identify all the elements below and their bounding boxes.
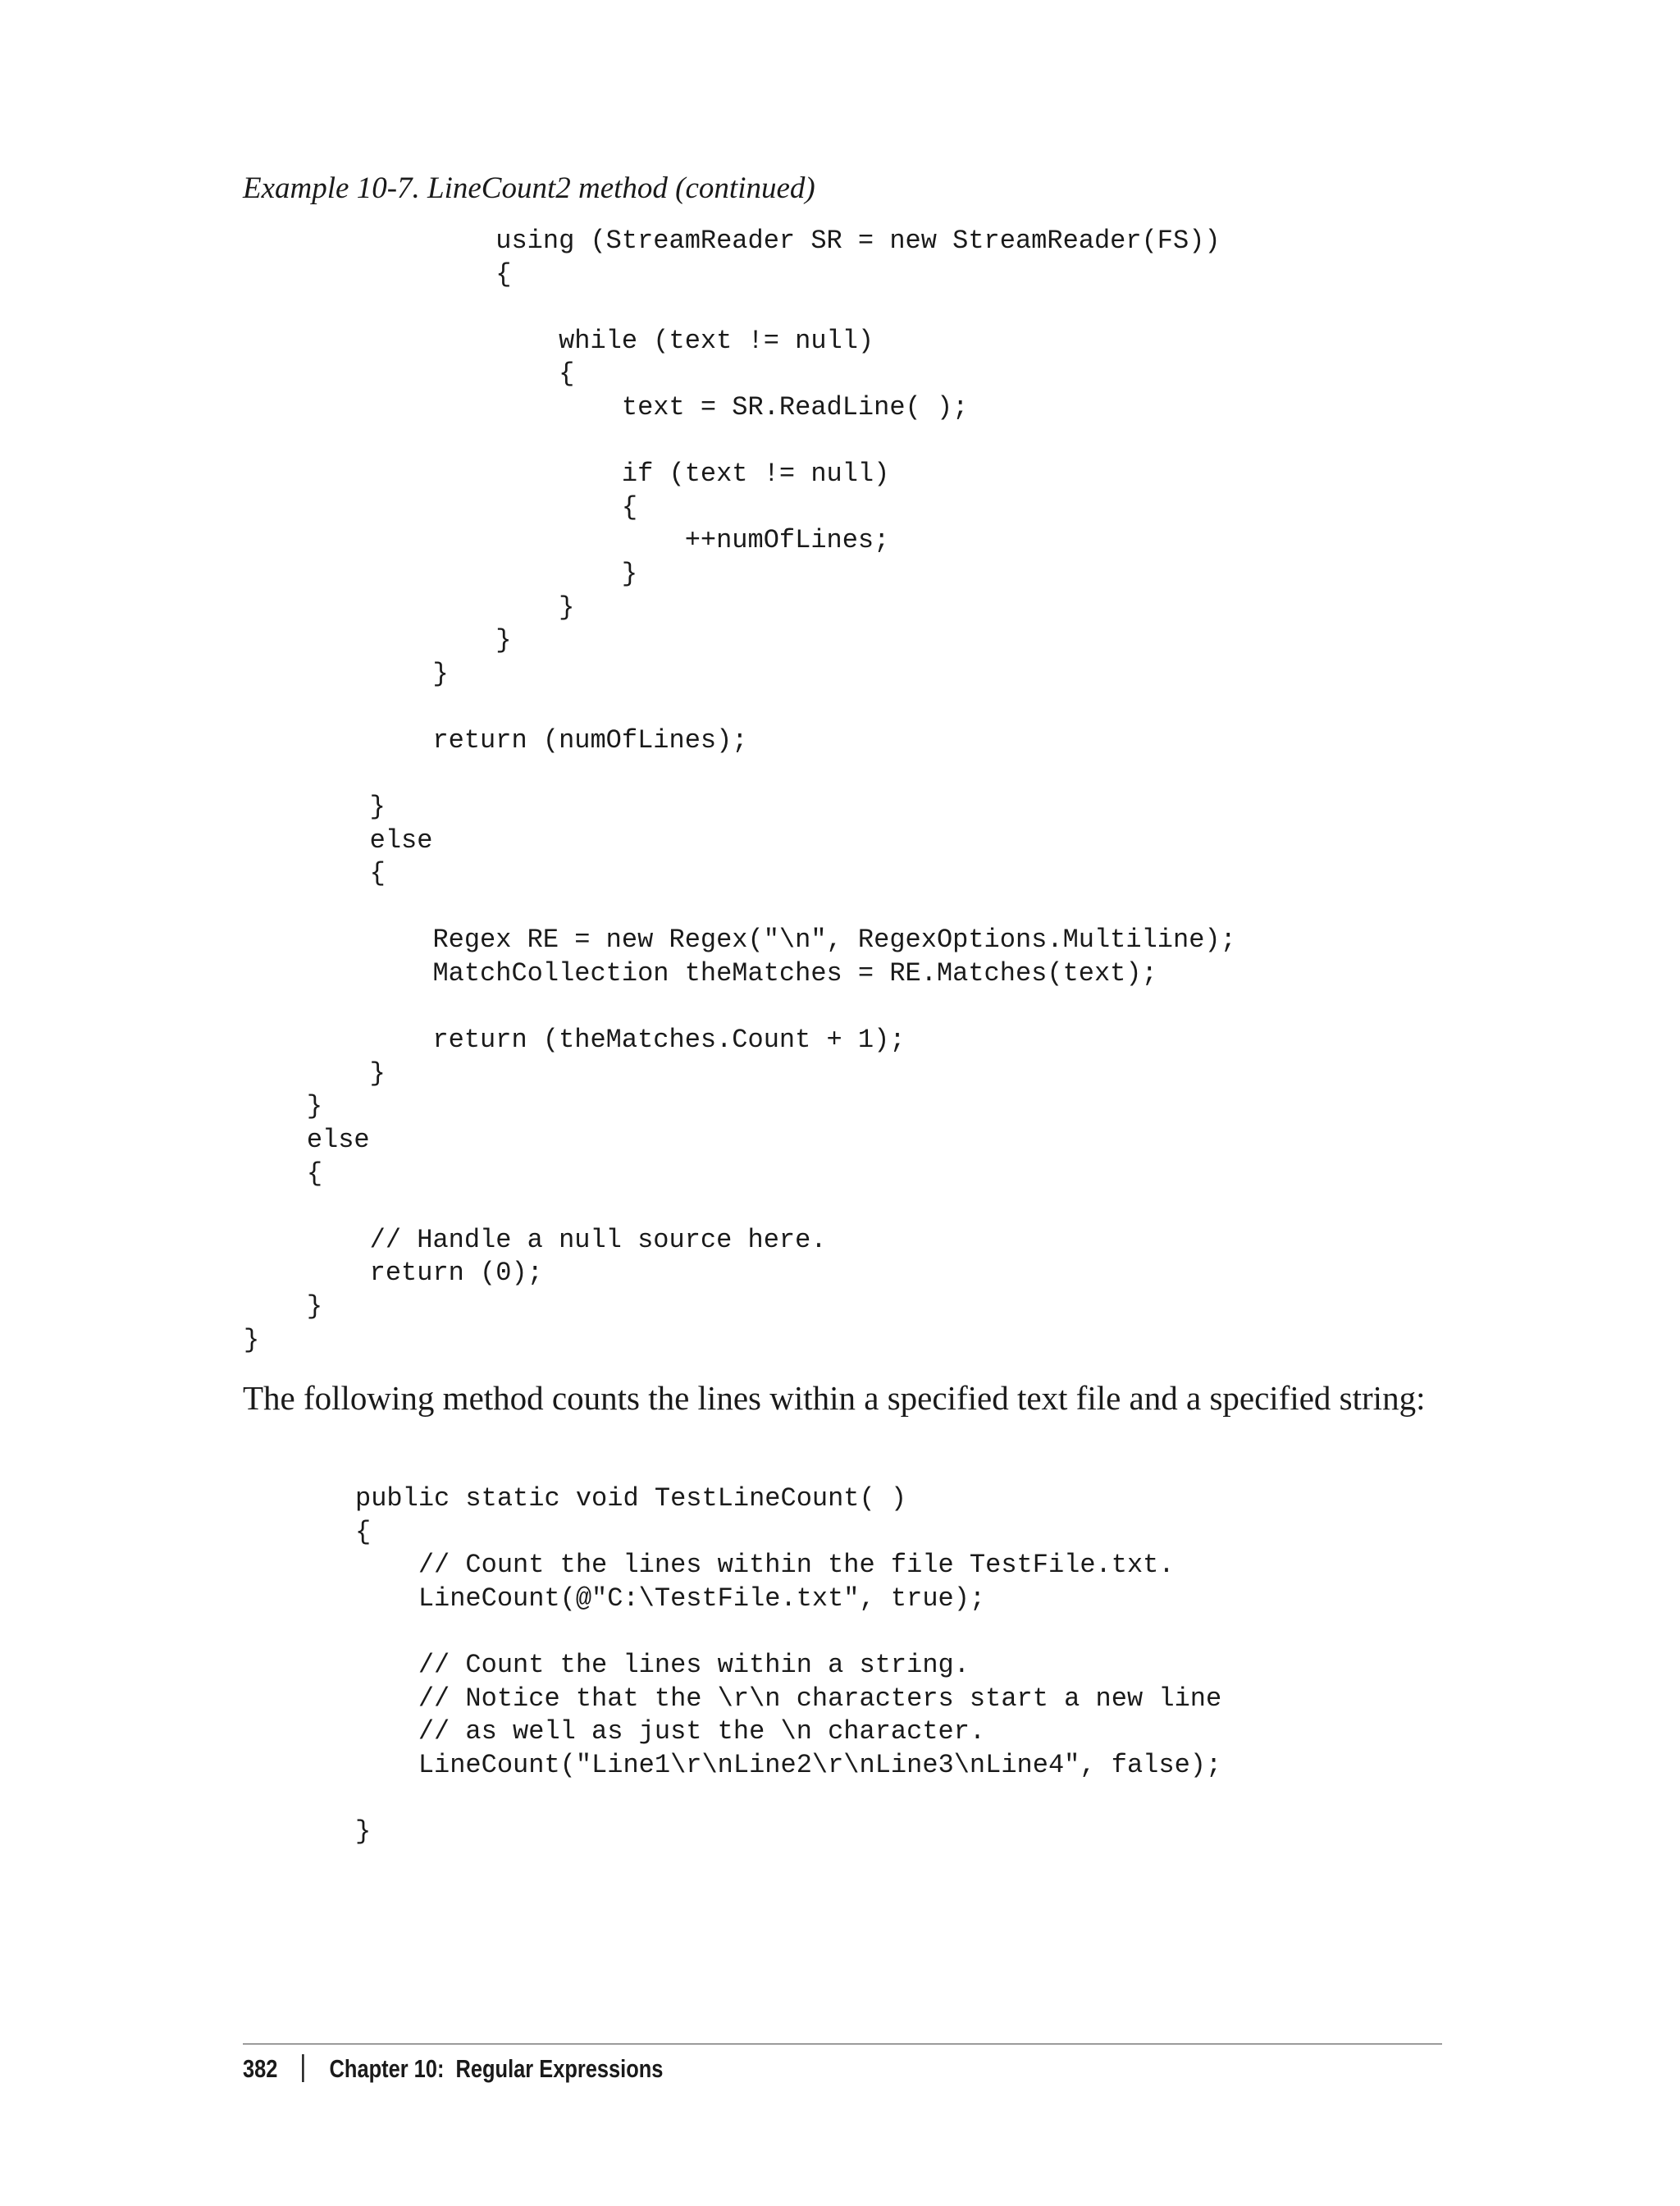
code-line: // Count the lines within a string. <box>355 1649 970 1680</box>
code-line: } <box>244 658 449 689</box>
body-paragraph: The following method counts the lines within a specified text file and a specified string: <box>243 1379 1426 1417</box>
code-line: } <box>244 625 512 656</box>
code-line: text = SR.ReadLine( ); <box>244 391 969 422</box>
code-line <box>244 291 1236 325</box>
code-line <box>355 1615 1221 1649</box>
code-line: } <box>244 792 386 823</box>
code-line <box>355 1782 1221 1815</box>
code-line: MatchCollection theMatches = RE.Matches(text); <box>244 958 1157 989</box>
code-line: // Count the lines within the file TestFile.txt. <box>355 1550 1175 1581</box>
code-line: } <box>244 1057 386 1089</box>
code-line <box>244 758 1236 792</box>
code-line <box>244 691 1236 724</box>
code-line: ++numOfLines; <box>244 525 890 556</box>
code-line: using (StreamReader SR = new StreamReader(FS)) <box>244 226 1221 256</box>
code-line: while (text != null) <box>244 325 874 356</box>
code-line: { <box>355 1516 372 1547</box>
page-footer <box>243 2051 663 2087</box>
code-line: { <box>244 491 638 523</box>
code-line: LineCount(@"C:\TestFile.txt", true); <box>355 1583 986 1614</box>
code-line: return (0); <box>244 1258 543 1289</box>
code-line <box>244 425 1236 459</box>
code-line: } <box>244 1091 323 1122</box>
code-line <box>244 891 1236 925</box>
code-listing-linecount2 <box>244 225 1236 1357</box>
code-line: { <box>244 1158 323 1189</box>
chapter-title: Chapter 10: Regular Expressions <box>329 2054 664 2083</box>
code-line: } <box>244 1291 323 1322</box>
code-line: { <box>244 258 512 290</box>
page-number: 382 <box>243 2054 278 2083</box>
code-line <box>244 991 1236 1025</box>
example-caption: Example 10-7. LineCount2 method (continued) <box>243 171 815 205</box>
code-line: return (numOfLines); <box>244 724 748 756</box>
code-line <box>244 1190 1236 1224</box>
code-line: LineCount("Line1\r\nLine2\r\nLine3\nLine4", false); <box>355 1749 1222 1780</box>
code-line: else <box>244 1125 370 1156</box>
code-line: } <box>244 558 638 589</box>
code-line: // Notice that the \r\n characters start a new line <box>355 1683 1222 1714</box>
code-line: // Handle a null source here. <box>244 1224 827 1255</box>
code-line: public static void TestLineCount( ) <box>355 1483 907 1514</box>
code-line: { <box>244 359 575 390</box>
code-line: // as well as just the \n character. <box>355 1716 986 1747</box>
code-line: } <box>244 591 575 623</box>
code-line: Regex RE = new Regex("\n", RegexOptions.Multiline); <box>244 925 1236 956</box>
footer-separator <box>302 2054 304 2082</box>
code-listing-testlinecount <box>355 1482 1221 1849</box>
code-line: { <box>244 858 386 889</box>
code-line: } <box>355 1815 372 1847</box>
code-line: return (theMatches.Count + 1); <box>244 1025 906 1056</box>
code-line: } <box>244 1324 260 1355</box>
code-line: if (text != null) <box>244 459 890 490</box>
code-line: else <box>244 824 433 856</box>
